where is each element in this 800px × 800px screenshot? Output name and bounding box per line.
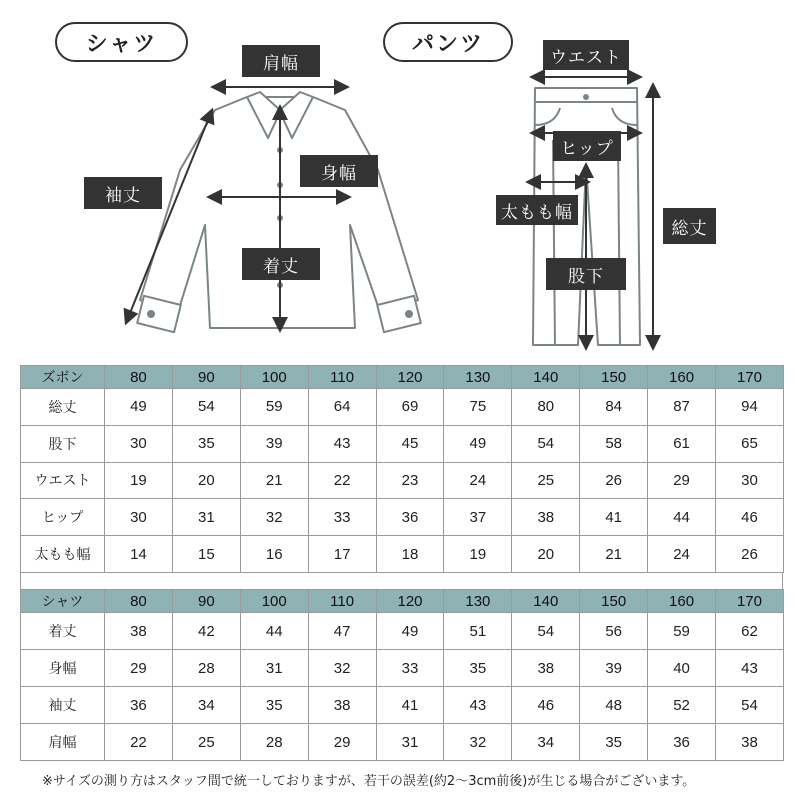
table-cell: 39 — [240, 425, 308, 462]
table-cell: 31 — [172, 499, 240, 536]
table-cell: 29 — [648, 462, 716, 499]
table-cell: 20 — [172, 462, 240, 499]
size-header: 160 — [648, 366, 716, 389]
shirt-title: シャツ — [55, 22, 188, 62]
table-cell: 24 — [444, 462, 512, 499]
table-cell: 30 — [105, 425, 173, 462]
size-header: 120 — [376, 590, 444, 613]
table-cell: 38 — [716, 724, 784, 761]
size-header: 130 — [444, 590, 512, 613]
pants-title: パンツ — [383, 22, 513, 62]
table-cell: 18 — [376, 536, 444, 573]
size-header: 100 — [240, 590, 308, 613]
table-cell: 38 — [308, 687, 376, 724]
table-cell: 16 — [240, 536, 308, 573]
table-cell: 54 — [512, 425, 580, 462]
table-cell: 54 — [716, 687, 784, 724]
table-cell: 49 — [105, 389, 173, 426]
table-spacer — [20, 573, 783, 589]
table-row — [21, 724, 784, 761]
size-header: 140 — [512, 366, 580, 389]
table-cell: 38 — [512, 650, 580, 687]
table-cell: 49 — [376, 613, 444, 650]
table-header-row — [21, 366, 784, 389]
table-cell: 25 — [512, 462, 580, 499]
table-cell: 19 — [444, 536, 512, 573]
table-cell: 29 — [308, 724, 376, 761]
label-thigh-width: 太もも幅 — [496, 195, 578, 225]
table-cell: 21 — [580, 536, 648, 573]
table-cell: 36 — [648, 724, 716, 761]
label-waist: ウエスト — [543, 40, 629, 70]
table-cell: 22 — [308, 462, 376, 499]
table-cell: 23 — [376, 462, 444, 499]
table-cell: 51 — [444, 613, 512, 650]
table-cell: 19 — [105, 462, 173, 499]
table-header-cell: ズボン — [21, 366, 105, 389]
table-cell: 17 — [308, 536, 376, 573]
table-row — [21, 462, 784, 499]
label-inseam: 股下 — [546, 258, 626, 290]
table-cell: 56 — [580, 613, 648, 650]
table-cell: 26 — [716, 536, 784, 573]
row-label: 総丈 — [21, 389, 105, 426]
label-shirt-length: 着丈 — [242, 248, 320, 280]
row-label: 太もも幅 — [21, 536, 105, 573]
size-header: 90 — [172, 590, 240, 613]
table-header-cell: シャツ — [21, 590, 105, 613]
label-body-width: 身幅 — [300, 155, 378, 187]
table-row — [21, 687, 784, 724]
table-cell: 36 — [376, 499, 444, 536]
table-cell: 33 — [376, 650, 444, 687]
table-cell: 54 — [512, 613, 580, 650]
table-cell: 35 — [172, 425, 240, 462]
table-cell: 34 — [512, 724, 580, 761]
table-cell: 28 — [240, 724, 308, 761]
table-cell: 41 — [580, 499, 648, 536]
table-row — [21, 425, 784, 462]
table-cell: 46 — [512, 687, 580, 724]
size-header: 150 — [580, 366, 648, 389]
table-cell: 21 — [240, 462, 308, 499]
table-cell: 58 — [580, 425, 648, 462]
table-row — [21, 650, 784, 687]
table-cell: 49 — [444, 425, 512, 462]
table-cell: 69 — [376, 389, 444, 426]
shirt-size-table — [20, 589, 784, 761]
size-header: 170 — [716, 590, 784, 613]
table-cell: 36 — [105, 687, 173, 724]
table-cell: 28 — [172, 650, 240, 687]
size-header: 80 — [105, 590, 173, 613]
table-cell: 25 — [172, 724, 240, 761]
label-sleeve-length: 袖丈 — [84, 177, 162, 209]
size-header: 150 — [580, 590, 648, 613]
table-cell: 80 — [512, 389, 580, 426]
table-cell: 43 — [716, 650, 784, 687]
table-cell: 54 — [172, 389, 240, 426]
table-cell: 87 — [648, 389, 716, 426]
table-cell: 47 — [308, 613, 376, 650]
table-cell: 61 — [648, 425, 716, 462]
table-cell: 84 — [580, 389, 648, 426]
table-cell: 35 — [444, 650, 512, 687]
table-cell: 48 — [580, 687, 648, 724]
table-cell: 34 — [172, 687, 240, 724]
table-cell: 31 — [376, 724, 444, 761]
table-cell: 44 — [240, 613, 308, 650]
table-row — [21, 389, 784, 426]
table-cell: 15 — [172, 536, 240, 573]
size-header: 160 — [648, 590, 716, 613]
table-cell: 52 — [648, 687, 716, 724]
pants-size-table — [20, 365, 784, 573]
table-cell: 41 — [376, 687, 444, 724]
table-cell: 40 — [648, 650, 716, 687]
size-header: 100 — [240, 366, 308, 389]
table-cell: 24 — [648, 536, 716, 573]
table-cell: 20 — [512, 536, 580, 573]
table-cell: 44 — [648, 499, 716, 536]
table-cell: 35 — [580, 724, 648, 761]
table-cell: 59 — [240, 389, 308, 426]
size-header: 110 — [308, 366, 376, 389]
table-cell: 35 — [240, 687, 308, 724]
size-header: 120 — [376, 366, 444, 389]
table-cell: 64 — [308, 389, 376, 426]
table-cell: 32 — [308, 650, 376, 687]
size-header: 110 — [308, 590, 376, 613]
table-row — [21, 499, 784, 536]
row-label: ウエスト — [21, 462, 105, 499]
size-header: 130 — [444, 366, 512, 389]
table-cell: 43 — [444, 687, 512, 724]
row-label: ヒップ — [21, 499, 105, 536]
label-shoulder-width: 肩幅 — [242, 45, 320, 77]
table-cell: 94 — [716, 389, 784, 426]
table-cell: 32 — [444, 724, 512, 761]
table-cell: 43 — [308, 425, 376, 462]
table-cell: 32 — [240, 499, 308, 536]
table-cell: 26 — [580, 462, 648, 499]
table-cell: 33 — [308, 499, 376, 536]
measurement-note: ※サイズの測り方はスタッフ間で統一しておりますが、若干の誤差(約2〜3cm前後)が生じる場合がございます。 — [42, 774, 696, 789]
table-cell: 46 — [716, 499, 784, 536]
table-row — [21, 536, 784, 573]
table-cell: 75 — [444, 389, 512, 426]
table-row — [21, 613, 784, 650]
table-cell: 38 — [512, 499, 580, 536]
table-cell: 31 — [240, 650, 308, 687]
label-hip: ヒップ — [553, 131, 621, 161]
size-header: 140 — [512, 590, 580, 613]
row-label: 身幅 — [21, 650, 105, 687]
row-label: 肩幅 — [21, 724, 105, 761]
table-cell: 65 — [716, 425, 784, 462]
size-header: 170 — [716, 366, 784, 389]
table-cell: 30 — [716, 462, 784, 499]
table-cell: 59 — [648, 613, 716, 650]
table-cell: 45 — [376, 425, 444, 462]
table-cell: 39 — [580, 650, 648, 687]
table-cell: 14 — [105, 536, 173, 573]
size-header: 80 — [105, 366, 173, 389]
label-total-length: 総丈 — [663, 208, 716, 244]
row-label: 着丈 — [21, 613, 105, 650]
table-header-row — [21, 590, 784, 613]
table-cell: 62 — [716, 613, 784, 650]
table-cell: 42 — [172, 613, 240, 650]
row-label: 袖丈 — [21, 687, 105, 724]
table-cell: 22 — [105, 724, 173, 761]
table-cell: 30 — [105, 499, 173, 536]
size-header: 90 — [172, 366, 240, 389]
table-cell: 37 — [444, 499, 512, 536]
table-cell: 29 — [105, 650, 173, 687]
table-cell: 38 — [105, 613, 173, 650]
row-label: 股下 — [21, 425, 105, 462]
